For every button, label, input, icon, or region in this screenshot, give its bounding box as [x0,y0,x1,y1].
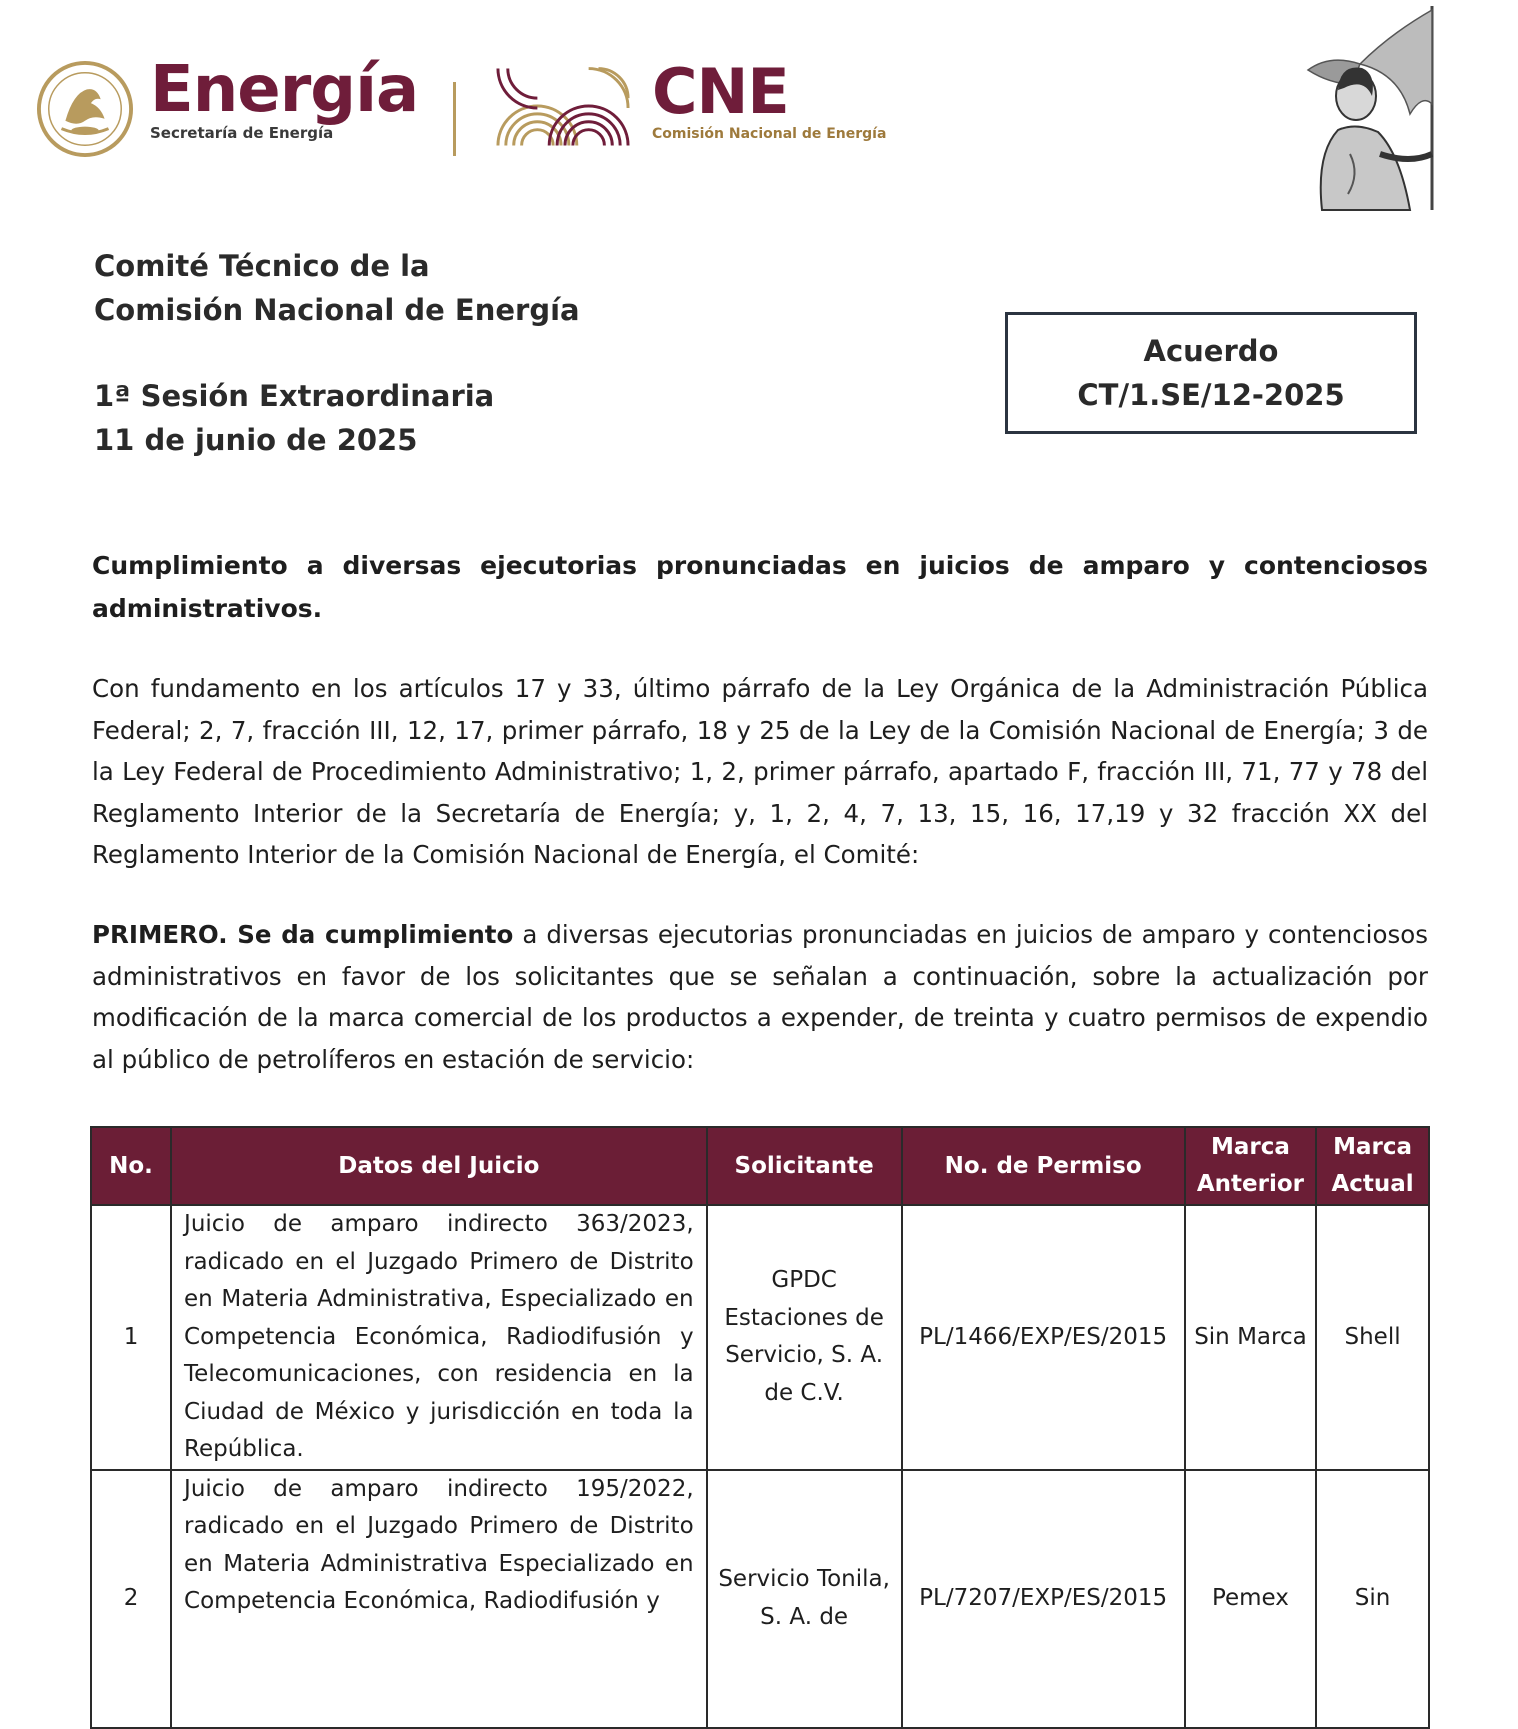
cell-marca-actual: Shell [1316,1205,1429,1470]
subject-title: Cumplimiento a diversas ejecutorias pronunciadas en juicios de amparo y contenciosos administrativos. [92,551,1428,623]
session-name: 1ª Sesión Extraordinaria [94,379,495,413]
column-header-solicitante: Solicitante [707,1127,902,1205]
table-row [91,1205,1429,1470]
table-row [91,1470,1429,1728]
energia-wordmark: Energía [150,53,419,127]
cell-datos-juicio: Juicio de amparo indirecto 195/2022, radicado en el Juzgado Primero de Distrito en Materia Administrativa Especializado en Competencia Económica, Radiodifusión y [171,1470,707,1728]
column-header-no: No. [91,1127,171,1205]
cell-permiso: PL/1466/EXP/ES/2015 [902,1205,1185,1470]
committee-line-1: Comité Técnico de la [94,249,430,283]
logo-divider [453,82,456,156]
column-header-marca-anterior: Marca Anterior [1185,1127,1316,1205]
cne-wordmark: CNE [652,55,789,128]
fundamento-paragraph: Con fundamento en los artículos 17 y 33, último párrafo de la Ley Orgánica de la Administración Pública Federal; 2, 7, fracción III, 12, 17, primer párrafo, 18 y 25 de la Ley de la Comisión Nacional de Energía; 3 de la Ley Federal de Procedimiento Administrativo; 1, 2, primer párrafo, apartado F, fracción III, 71, 77 y 78 del Reglamento Interior de la Secretaría de Energía; y, 1, 2, 4, 7, 13, 15, 16, 17,19 y 32 fracción XX del Reglamento Interior de la Comisión Nacional de Energía, el Comité: [92,674,1428,869]
acuerdo-code: CT/1.SE/12-2025 [1077,378,1345,412]
woman-with-flag-illustration [1260,4,1480,214]
mexican-coat-of-arms-icon [36,60,134,158]
cell-marca-anterior: Pemex [1185,1470,1316,1728]
table-header-row [91,1127,1429,1205]
column-header-permiso: No. de Permiso [902,1127,1185,1205]
cell-no: 1 [91,1205,171,1470]
committee-heading [94,244,580,332]
cell-marca-actual: Sin [1316,1470,1429,1728]
cell-permiso: PL/7207/EXP/ES/2015 [902,1470,1185,1728]
cne-arcs-logo-icon [494,66,632,148]
cell-marca-anterior: Sin Marca [1185,1205,1316,1470]
letterhead [0,0,1518,220]
cell-no: 2 [91,1470,171,1728]
primero-lead: PRIMERO. Se da cumplimiento [92,920,514,949]
cell-solicitante: GPDC Estaciones de Servicio, S. A. de C.V. [707,1205,902,1470]
secretaria-de-energia-logo [150,54,418,142]
cell-datos-juicio: Juicio de amparo indirecto 363/2023, radicado en el Juzgado Primero de Distrito en Materia Administrativa, Especializado en Competencia Económica, Radiodifusión y Telecomunicaciones, con residencia en la Ciudad de México y jurisdicción en toda la República. [171,1205,707,1470]
column-header-datos: Datos del Juicio [171,1127,707,1205]
cne-logo [652,56,886,142]
acuerdo-box [1005,312,1417,434]
primero-paragraph [92,914,1428,1080]
acuerdo-label: Acuerdo [1143,334,1279,368]
cne-subtitle: Comisión Nacional de Energía [652,126,887,142]
column-header-marca-actual: Marca Actual [1316,1127,1429,1205]
juicios-table [90,1126,1430,1729]
committee-line-2: Comisión Nacional de Energía [94,293,580,327]
session-heading [94,374,494,462]
cell-solicitante: Servicio Tonila, S. A. de [707,1470,902,1728]
primero-body: a diversas ejecutorias pronunciadas en juicios de amparo y contenciosos administrativos en favor de los solicitantes que se señalan a continuación, sobre la actualización por modificación de la marca comercial de los productos a expender, de treinta y cuatro permisos de expendio al público de petrolíferos en estación de servicio: [92,920,1428,1074]
session-date: 11 de junio de 2025 [94,423,418,457]
secretaria-subtitle: Secretaría de Energía [150,124,334,142]
